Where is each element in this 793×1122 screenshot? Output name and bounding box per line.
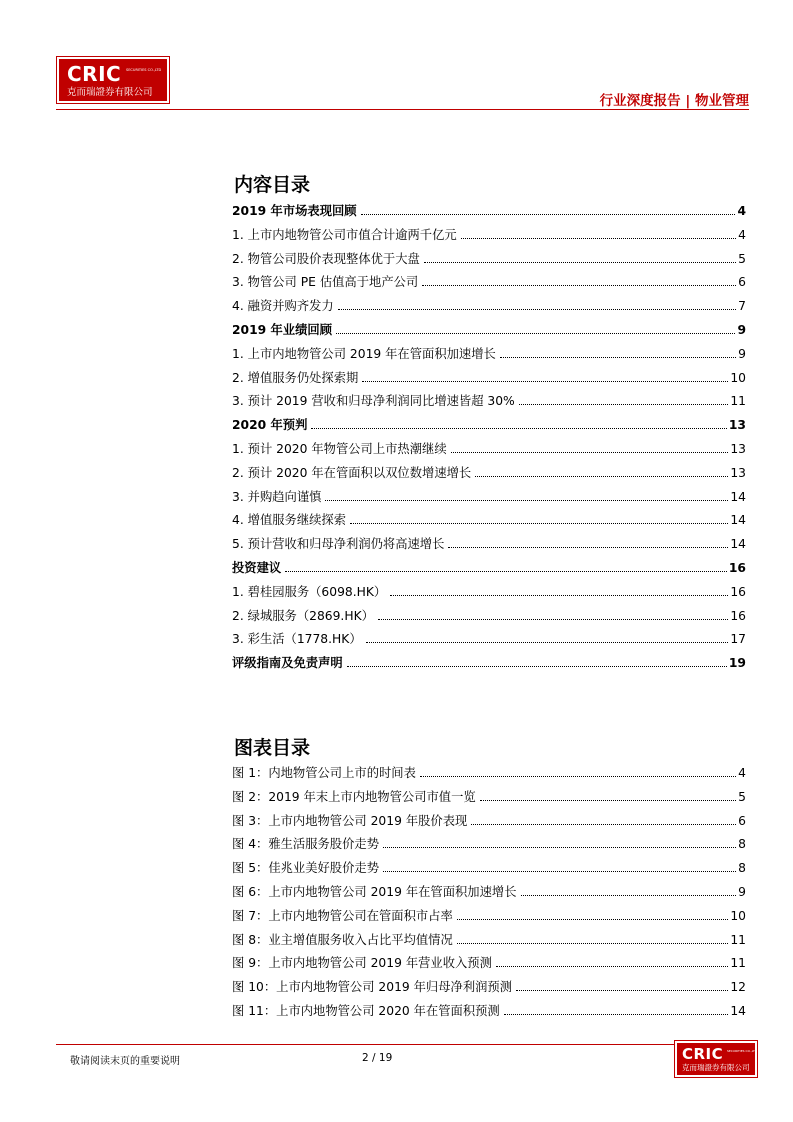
dot-leader	[383, 871, 736, 872]
dot-leader	[362, 381, 728, 382]
figure-entry[interactable]	[232, 811, 746, 835]
footer-divider	[56, 1044, 674, 1045]
figure-entry[interactable]	[232, 930, 746, 954]
toc-entry[interactable]	[232, 487, 746, 511]
toc-entry-label: 1. 上市内地物管公司市值合计逾两千亿元	[232, 227, 457, 242]
toc-entry-label: 投资建议	[232, 560, 282, 575]
toc-entry[interactable]	[232, 415, 746, 439]
figure-entry-page-number: 14	[730, 1003, 746, 1018]
toc-entry[interactable]	[232, 653, 746, 677]
figure-entry[interactable]	[232, 977, 746, 1001]
figure-entry[interactable]	[232, 858, 746, 882]
toc-entry-page-number: 7	[738, 299, 746, 314]
figure-entry[interactable]	[232, 1001, 746, 1025]
toc-entry[interactable]	[232, 272, 746, 296]
figure-entry-page-number: 9	[738, 884, 746, 899]
toc-entry-page-number: 19	[728, 656, 746, 671]
dot-leader	[361, 214, 736, 215]
dot-leader	[338, 309, 736, 310]
dot-leader	[471, 824, 736, 825]
toc-entry-page-number: 17	[730, 632, 746, 647]
toc-entry[interactable]	[232, 582, 746, 606]
dot-leader	[285, 571, 727, 572]
figure-entry[interactable]	[232, 834, 746, 858]
figure-entry-page-number: 11	[730, 956, 746, 971]
figure-entry[interactable]	[232, 906, 746, 930]
figure-entry-page-number: 11	[730, 932, 746, 947]
toc-entry-page-number: 9	[737, 322, 746, 337]
toc-entry[interactable]	[232, 606, 746, 630]
dot-leader	[350, 523, 728, 524]
logo-tagline: SECURITIES CO.,LTD	[126, 68, 162, 72]
figure-entry-label: 图 7：上市内地物管公司在管面积市占率	[232, 908, 453, 923]
toc-entry[interactable]	[232, 320, 746, 344]
toc-entry[interactable]	[232, 296, 746, 320]
toc-entry-page-number: 14	[730, 489, 746, 504]
header-divider	[56, 109, 749, 110]
toc-entry-label: 2. 预计 2020 年在管面积以双位数增速增长	[232, 465, 472, 480]
toc-entry-page-number: 14	[730, 537, 746, 552]
toc-list	[232, 201, 746, 677]
toc-entry-label: 2. 物管公司股价表现整体优于大盘	[232, 251, 420, 266]
dot-leader	[500, 357, 736, 358]
toc-entry-page-number: 11	[730, 394, 746, 409]
toc-entry[interactable]	[232, 225, 746, 249]
figure-list-title: 图表目录	[234, 737, 311, 759]
toc-entry[interactable]	[232, 629, 746, 653]
figure-entry-page-number: 6	[738, 813, 746, 828]
toc-entry-label: 4. 融资并购齐发力	[232, 299, 334, 314]
logo-wordmark: CRIC	[67, 62, 122, 86]
toc-entry-label: 2019 年市场表现回顾	[232, 204, 357, 218]
dot-leader	[390, 595, 728, 596]
dot-leader	[325, 500, 728, 501]
footer-logo-tagline: SECURITIES CO.,LTD	[727, 1049, 758, 1053]
toc-entry-label: 1. 碧桂园服务（6098.HK）	[232, 584, 387, 599]
figure-entry[interactable]	[232, 882, 746, 906]
toc-entry[interactable]	[232, 558, 746, 582]
figure-entry-label: 图 8：业主增值服务收入占比平均值情况	[232, 932, 453, 947]
toc-entry-page-number: 6	[738, 275, 746, 290]
toc-entry-page-number: 16	[730, 584, 746, 599]
dot-leader	[519, 404, 729, 405]
dot-leader	[461, 238, 736, 239]
toc-entry[interactable]	[232, 201, 746, 225]
figure-entry-label: 图 6：上市内地物管公司 2019 年在管面积加速增长	[232, 884, 517, 899]
toc-entry-label: 1. 上市内地物管公司 2019 年在管面积加速增长	[232, 346, 496, 361]
toc-entry-page-number: 14	[730, 513, 746, 528]
dot-leader	[516, 990, 728, 991]
dot-leader	[496, 966, 728, 967]
toc-entry-label: 2. 绿城服务（2869.HK）	[232, 608, 374, 623]
toc-entry-page-number: 9	[738, 346, 746, 361]
toc-title: 内容目录	[234, 174, 311, 196]
toc-entry-label: 3. 彩生活（1778.HK）	[232, 632, 362, 647]
figure-entry-label: 图 4：雅生活服务股价走势	[232, 837, 379, 852]
figure-entry[interactable]	[232, 763, 746, 787]
dot-leader	[311, 428, 726, 429]
dot-leader	[383, 847, 736, 848]
logo-company-name: 克而瑞證券有限公司	[67, 87, 153, 98]
figure-entry-page-number: 4	[738, 766, 746, 780]
figure-entry-label: 图 9：上市内地物管公司 2019 年营业收入预测	[232, 956, 492, 971]
toc-entry-label: 评级指南及免责声明	[232, 656, 343, 671]
dot-leader	[480, 800, 736, 801]
dot-leader	[451, 452, 729, 453]
dot-leader	[378, 619, 728, 620]
figure-entry[interactable]	[232, 953, 746, 977]
toc-entry-label: 2020 年预判	[232, 418, 308, 433]
toc-entry[interactable]	[232, 534, 746, 558]
toc-entry-label: 3. 物管公司 PE 估值高于地产公司	[232, 275, 419, 290]
toc-entry-label: 5. 预计营收和归母净利润仍将高速增长	[232, 537, 445, 552]
figure-list	[232, 763, 746, 1025]
figure-entry-page-number: 12	[730, 980, 746, 995]
figure-entry[interactable]	[232, 787, 746, 811]
figure-entry-page-number: 10	[730, 908, 746, 923]
dot-leader	[448, 547, 728, 548]
dot-leader	[475, 476, 728, 477]
toc-entry-page-number: 13	[728, 418, 746, 433]
page-number: 2 / 19	[362, 1052, 393, 1064]
footer-logo-wordmark: CRIC	[682, 1045, 724, 1063]
toc-entry[interactable]	[232, 368, 746, 392]
toc-entry-page-number: 16	[730, 608, 746, 623]
dot-leader	[366, 642, 729, 643]
dot-leader	[347, 666, 727, 667]
figure-entry-page-number: 5	[738, 789, 746, 804]
figure-entry-label: 图 11：上市内地物管公司 2020 年在管面积预测	[232, 1003, 500, 1018]
figure-entry-page-number: 8	[738, 861, 746, 876]
dot-leader	[457, 919, 729, 920]
toc-entry-page-number: 13	[730, 441, 746, 456]
dot-leader	[457, 943, 729, 944]
toc-entry[interactable]	[232, 439, 746, 463]
toc-entry-label: 1. 预计 2020 年物管公司上市热潮继续	[232, 441, 447, 456]
report-category-title: 行业深度报告 | 物业管理	[599, 93, 749, 109]
toc-entry[interactable]	[232, 391, 746, 415]
figure-entry-label: 图 5：佳兆业美好股价走势	[232, 861, 379, 876]
dot-leader	[336, 333, 735, 334]
footer-logo	[674, 1040, 758, 1078]
toc-entry-page-number: 13	[730, 465, 746, 480]
toc-entry-label: 2019 年业绩回顾	[232, 322, 332, 337]
toc-entry-label: 3. 预计 2019 营收和归母净利润同比增速皆超 30%	[232, 394, 515, 409]
toc-entry-page-number: 16	[728, 560, 746, 575]
toc-entry[interactable]	[232, 249, 746, 273]
toc-entry-label: 4. 增值服务继续探索	[232, 513, 347, 528]
footer-logo-company-name: 克而瑞證券有限公司	[682, 1063, 750, 1072]
figure-entry-label: 图 3：上市内地物管公司 2019 年股价表现	[232, 813, 468, 828]
company-logo	[56, 56, 170, 104]
figure-entry-label: 图 2：2019 年末上市内地物管公司市值一览	[232, 789, 476, 804]
toc-entry-label: 3. 并购趋向谨慎	[232, 489, 322, 504]
toc-entry[interactable]	[232, 463, 746, 487]
footer-disclaimer-note: 敬请阅读末页的重要说明	[70, 1056, 180, 1067]
dot-leader	[422, 285, 736, 286]
figure-entry-page-number: 8	[738, 837, 746, 852]
figure-entry-label: 图 10：上市内地物管公司 2019 年归母净利润预测	[232, 980, 513, 995]
toc-entry-page-number: 10	[730, 370, 746, 385]
toc-entry[interactable]	[232, 344, 746, 368]
dot-leader	[521, 895, 737, 896]
toc-entry-label: 2. 增值服务仍处探索期	[232, 370, 359, 385]
toc-entry-page-number: 4	[737, 204, 746, 218]
dot-leader	[424, 262, 736, 263]
figure-entry-label: 图 1：内地物管公司上市的时间表	[232, 766, 416, 780]
dot-leader	[504, 1014, 729, 1015]
dot-leader	[420, 776, 736, 777]
toc-entry-page-number: 5	[738, 251, 746, 266]
toc-entry-page-number: 4	[738, 227, 746, 242]
toc-entry[interactable]	[232, 510, 746, 534]
